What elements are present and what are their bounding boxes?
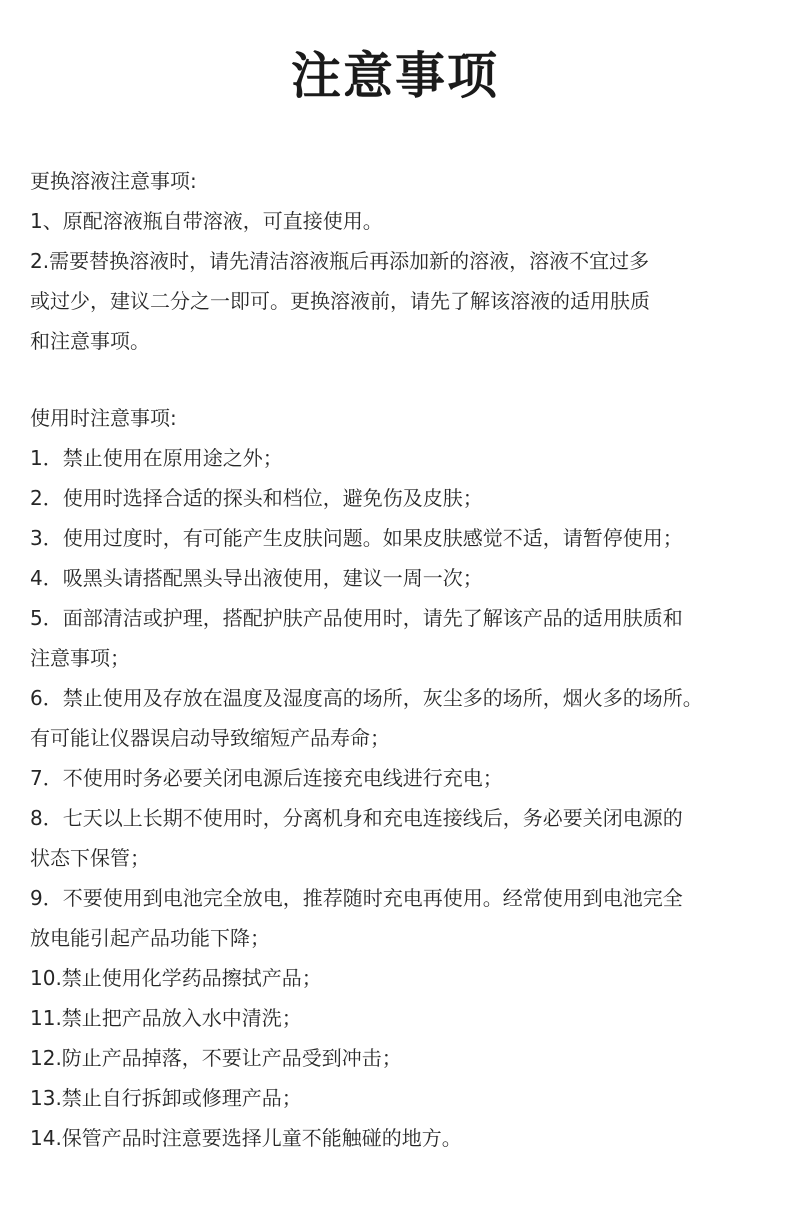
text-line: 12.防止产品掉落，不要让产品受到冲击； bbox=[30, 1046, 402, 1070]
text-line: 有可能让仪器误启动导致缩短产品寿命； bbox=[30, 726, 390, 750]
solution-replacement-section bbox=[30, 161, 770, 361]
usage-precautions-section bbox=[30, 398, 770, 1158]
text-line: 2.需要替换溶液时，请先清洁溶液瓶后再添加新的溶液，溶液不宜过多 bbox=[30, 249, 650, 273]
text-line: 1、原配溶液瓶自带溶液，可直接使用。 bbox=[30, 209, 383, 233]
text-line: 9．不要使用到电池完全放电，推荐随时充电再使用。经常使用到电池完全 bbox=[30, 886, 683, 910]
text-line: 13.禁止自行拆卸或修理产品； bbox=[30, 1086, 302, 1110]
text-line: 放电能引起产品功能下降； bbox=[30, 926, 270, 950]
text-line: 或过少，建议二分之一即可。更换溶液前，请先了解该溶液的适用肤质 bbox=[30, 289, 650, 313]
text-line: 7．不使用时务必要关闭电源后连接充电线进行充电； bbox=[30, 766, 503, 790]
text-line: 11.禁止把产品放入水中清洗； bbox=[30, 1006, 302, 1030]
section-heading: 更换溶液注意事项: bbox=[30, 169, 197, 193]
text-line: 状态下保管； bbox=[30, 846, 150, 870]
text-line: 5．面部清洁或护理，搭配护肤产品使用时，请先了解该产品的适用肤质和 bbox=[30, 606, 683, 630]
page-title: 注意事项 bbox=[291, 47, 499, 105]
text-line: 注意事项； bbox=[30, 646, 130, 670]
text-line: 10.禁止使用化学药品擦拭产品； bbox=[30, 966, 322, 990]
text-line: 2．使用时选择合适的探头和档位，避免伤及皮肤； bbox=[30, 486, 483, 510]
text-line: 14.保管产品时注意要选择儿童不能触碰的地方。 bbox=[30, 1126, 462, 1150]
text-line: 1．禁止使用在原用途之外； bbox=[30, 446, 283, 470]
text-line: 和注意事项。 bbox=[30, 329, 150, 353]
section-heading: 使用时注意事项: bbox=[30, 406, 177, 430]
text-line: 3．使用过度时，有可能产生皮肤问题。如果皮肤感觉不适，请暂停使用； bbox=[30, 526, 683, 550]
text-line: 6．禁止使用及存放在温度及湿度高的场所，灰尘多的场所，烟火多的场所。 bbox=[30, 686, 703, 710]
text-line: 4．吸黑头请搭配黑头导出液使用，建议一周一次； bbox=[30, 566, 483, 590]
text-line: 8．七天以上长期不使用时，分离机身和充电连接线后，务必要关闭电源的 bbox=[30, 806, 683, 830]
